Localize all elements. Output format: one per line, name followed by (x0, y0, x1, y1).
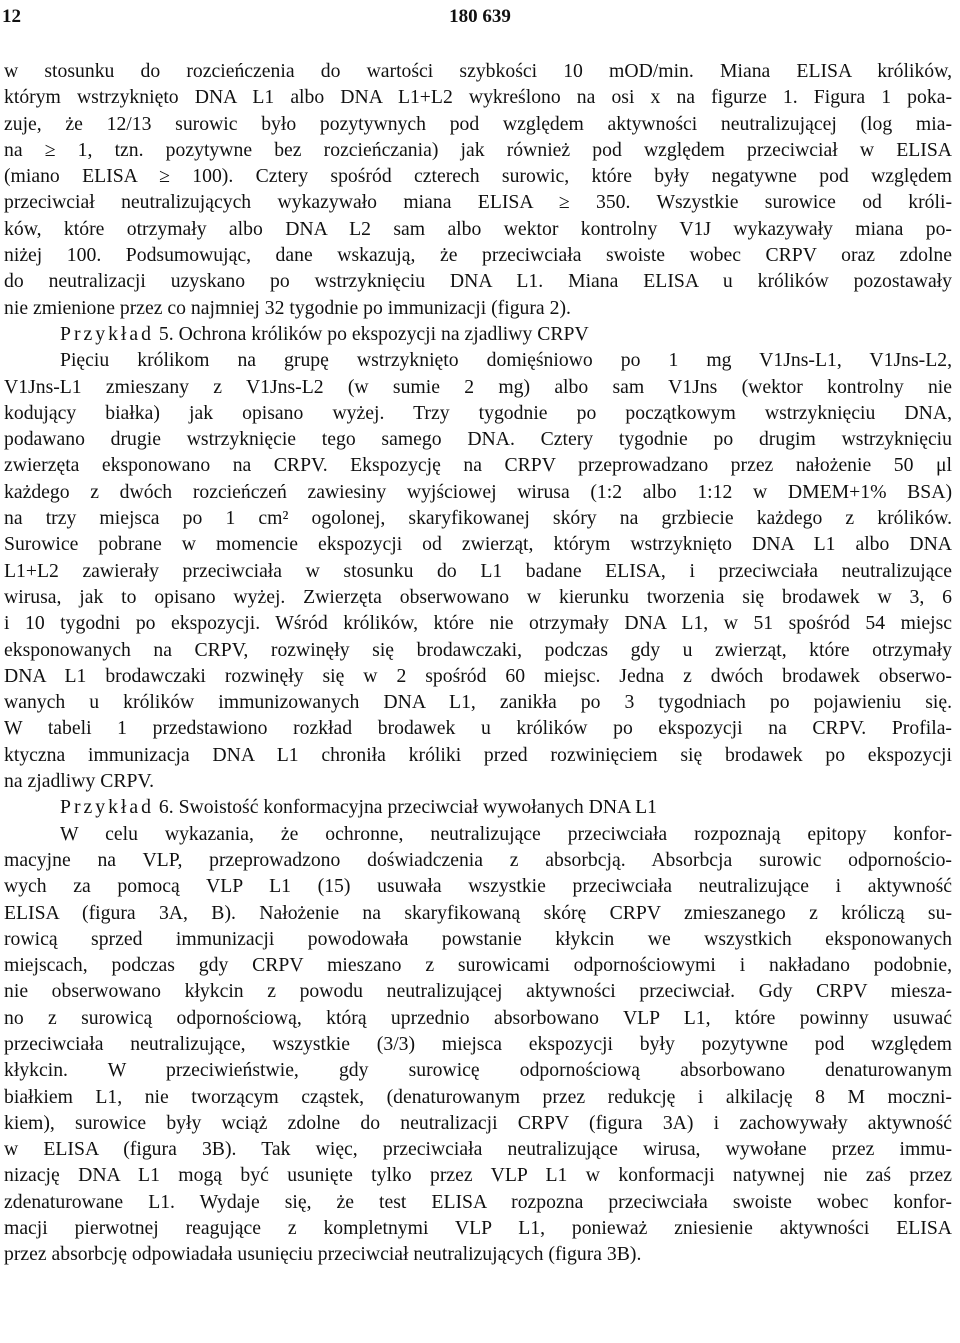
text-line (4, 479, 952, 505)
text-line-content: do neutralizacji uzyskano po wstrzyknięciu DNA L1. Miana ELISA u królików pozostawały (4, 270, 952, 293)
text-line (4, 900, 952, 926)
text-line (4, 1162, 952, 1188)
text-line (4, 847, 952, 873)
text-line-content: przez absorbcję odpowiadała usunięciu przeciwciał neutralizujących (figura 3B). (4, 1243, 642, 1266)
text-line (4, 558, 952, 584)
text-line-content: podawano drugie wstrzyknięcie tego samego DNA. Cztery tygodnie po drugim wstrzyknięciu (4, 428, 952, 451)
text-line (4, 821, 952, 847)
text-line-content: w stosunku do rozcieńczenia do wartości szybkości 10 mOD/min. Miana ELISA królików, (4, 60, 952, 82)
text-line-content: zdenaturowane L1. Wydaje się, że test ELISA rozpozna przeciwciała swoiste wobec konfor- (4, 1190, 952, 1213)
text-line (4, 873, 952, 899)
text-line-content: białkiem L1, nie tworzącym cząstek, (denaturowanym przez redukcję i alkilację 8 M moczni- (4, 1085, 952, 1108)
text-line (4, 978, 952, 1004)
text-line-content: niżej 100. Podsumowując, dane wskazują, że przeciwciała swoiste wobec CRPV oraz zdolne (4, 244, 952, 267)
example-heading-label: Przykład (60, 796, 154, 819)
body-text (4, 58, 952, 1268)
text-line (4, 1215, 952, 1241)
text-line-content: każdego z dwóch rozcieńczeń zawiesiny wyjściowej wirusa (1:2 albo 1:12 w DMEM+1% BSA) (4, 480, 952, 503)
text-line-content: ELISA (figura 3A, B). Nałożenie na skaryfikowaną skórę CRPV zmieszanego z króliczą su- (4, 901, 952, 924)
text-line-content: kłykcin. W przeciwieństwie, gdy surowicę odpornościową absorbowano denaturowanym (4, 1059, 952, 1082)
text-line-content: no z surowicą odpornościową, którą uprzednio absorbowano VLP L1, które powinny usuwać (4, 1006, 952, 1029)
text-line-content: nie zmienione przez co najmniej 32 tygodnie po immunizacji (figura 2). (4, 296, 571, 319)
text-line (4, 952, 952, 978)
text-line-content: 6. Swoistość konformacyjna przeciwciał wywołanych DNA L1 (153, 796, 657, 819)
text-line-content: DNA L1 brodawczaki rozwinęły się w 2 spośród 60 miejsc. Jedna z dwóch brodawek obserwo- (4, 664, 952, 687)
text-line (4, 163, 952, 189)
text-line-content: rowicą sprzed immunizacji powodowała powstanie kłykcin we wszystkich eksponowanych (4, 927, 952, 950)
text-line-content: (miano ELISA ≥ 100). Cztery spośród czterech surowic, które były negatywne pod względem (4, 165, 952, 188)
text-line (4, 1136, 952, 1162)
text-line (4, 926, 952, 952)
text-line (4, 1005, 952, 1031)
text-line-content: na zjadliwy CRPV. (4, 770, 155, 793)
text-line (4, 400, 952, 426)
text-line-content: na ≥ 1, tzn. pozytywne bez rozcieńczania) jak również pod względem przeciwciał w ELISA (4, 138, 952, 161)
example-heading-label: Przykład (60, 322, 154, 345)
document-number: 180 639 (449, 6, 511, 27)
text-line (4, 584, 952, 610)
text-line (4, 426, 952, 452)
text-line (4, 1189, 952, 1215)
text-line (4, 268, 952, 294)
text-line (4, 137, 952, 163)
text-line (4, 242, 952, 268)
text-line-content: przeciwciała neutralizujące, wszystkie (3/3) miejsca ekspozycji były pozytywne pod względem (4, 1032, 952, 1055)
text-line-content: wanych u królików immunizowanych DNA L1, zanikła po 3 tygodniach po pojawieniu się. (4, 691, 952, 714)
text-line (4, 452, 952, 478)
text-line (4, 216, 952, 242)
text-line (4, 610, 952, 636)
text-line (4, 1057, 952, 1083)
text-line-content: kiem), surowice były wciąż zdolne do neutralizacji CRPV (figura 3A) i zachowywały aktywność (4, 1111, 952, 1134)
text-line-content: i 10 tygodni po ekspozycji. Wśród królików, które nie otrzymały DNA L1, w 51 spośród 54 miejsc (4, 612, 952, 635)
text-line (4, 1084, 952, 1110)
text-line (4, 347, 952, 373)
text-line (4, 1241, 952, 1267)
text-line-content: macyjne na VLP, przeprowadzono doświadczenia z absorbcją. Absorbcja surowic odpornościo- (4, 848, 952, 871)
text-line-content: W tabeli 1 przedstawiono rozkład brodawek u królików po ekspozycji na CRPV. Profila- (4, 717, 952, 740)
text-line (4, 794, 952, 820)
text-line-content: na trzy miejsca po 1 cm² ogolonej, skaryfikowanej skóry na grzbiecie każdego z królików. (4, 507, 952, 530)
page-number: 12 (2, 6, 21, 27)
text-line (4, 1110, 952, 1136)
text-line (4, 715, 952, 741)
text-line-content: zwierzęta eksponowano na CRPV. Ekspozycję na CRPV przeprowadzano przez nałożenie 50 μl (4, 454, 952, 477)
text-line-content: miejscach, podczas gdy CRPV mieszano z surowicami odpornościowymi i nakładano podobnie, (4, 954, 952, 977)
text-line (4, 374, 952, 400)
text-line (4, 84, 952, 110)
page-header (0, 4, 960, 30)
text-line-content: w ELISA (figura 3B). Tak więc, przeciwciała neutralizujące wirusa, wywołane przez immu- (4, 1138, 952, 1161)
text-line (4, 189, 952, 215)
text-line-content: 5. Ochrona królików po ekspozycji na zjadliwy CRPV (153, 322, 589, 345)
text-line-content: wirusa, jak to opisano wyżej. Zwierzęta obserwowano w kierunku tworzenia się brodawek w 3, 6 (4, 585, 952, 608)
text-line-content: eksponowanych na CRPV, rozwinęły się brodawczaki, podczas gdy u zwierząt, które otrzymały (4, 638, 952, 661)
text-line-content: zuje, że 12/13 surowic było pozytywnych pod względem aktywności neutralizującej (log mia- (4, 112, 952, 135)
text-line (4, 1031, 952, 1057)
text-line (4, 505, 952, 531)
text-line-content: Pięciu królikom na grupę wstrzyknięto domięśniowo po 1 mg V1Jns-L1, V1Jns-L2, (60, 349, 952, 372)
text-line-content: kodujący białka) jak opisano wyżej. Trzy tygodnie po początkowym wstrzyknięciu DNA, (4, 401, 952, 424)
text-line (4, 111, 952, 137)
text-line-content: V1Jns-L1 zmieszany z V1Jns-L2 (w sumie 2 mg) albo sam V1Jns (wektor kontrolny nie (4, 375, 952, 398)
text-line-content: macji pierwotnej reagujące z kompletnymi VLP L1, ponieważ zniesienie aktywności ELISA (4, 1217, 952, 1240)
text-line-content: wych za pomocą VLP L1 (15) usuwała wszystkie przeciwciała neutralizujące i aktywność (4, 875, 952, 898)
text-line (4, 689, 952, 715)
text-line-content: ktyczna immunizacja DNA L1 chroniła króliki przed rozwinięciem się brodawek po ekspozycji (4, 743, 952, 766)
text-line-content: W celu wykazania, że ochronne, neutralizujące przeciwciała rozpoznają epitopy konfor- (60, 822, 952, 845)
text-line (4, 295, 952, 321)
text-line-content: ków, które otrzymały albo DNA L2 sam albo wektor kontrolny V1J wykazywały miana po- (4, 217, 952, 240)
text-line-content: przeciwciał neutralizujących wykazywało miana ELISA ≥ 350. Wszystkie surowice od króli- (4, 191, 952, 214)
text-line (4, 637, 952, 663)
text-line-content: L1+L2 zawierały przeciwciała w stosunku do L1 badane ELISA, i przeciwciała neutralizujące (4, 559, 952, 582)
text-line-content: nizację DNA L1 mogą być usunięte tylko przez VLP L1 w konformacji natywnej nie zaś przez (4, 1164, 952, 1187)
text-line (4, 321, 952, 347)
text-line-content: którym wstrzyknięto DNA L1 albo DNA L1+L2 wykreślono na osi x na figurze 1. Figura 1 poka- (4, 86, 952, 109)
text-line (4, 58, 952, 84)
text-line (4, 663, 952, 689)
text-line (4, 742, 952, 768)
text-line (4, 531, 952, 557)
text-line-content: nie obserwowano kłykcin z powodu neutralizującej aktywności przeciwciał. Gdy CRPV miesza- (4, 980, 952, 1003)
text-line (4, 768, 952, 794)
text-line-content: Surowice pobrane w momencie ekspozycji od zwierząt, którym wstrzyknięto DNA L1 albo DNA (4, 533, 952, 556)
